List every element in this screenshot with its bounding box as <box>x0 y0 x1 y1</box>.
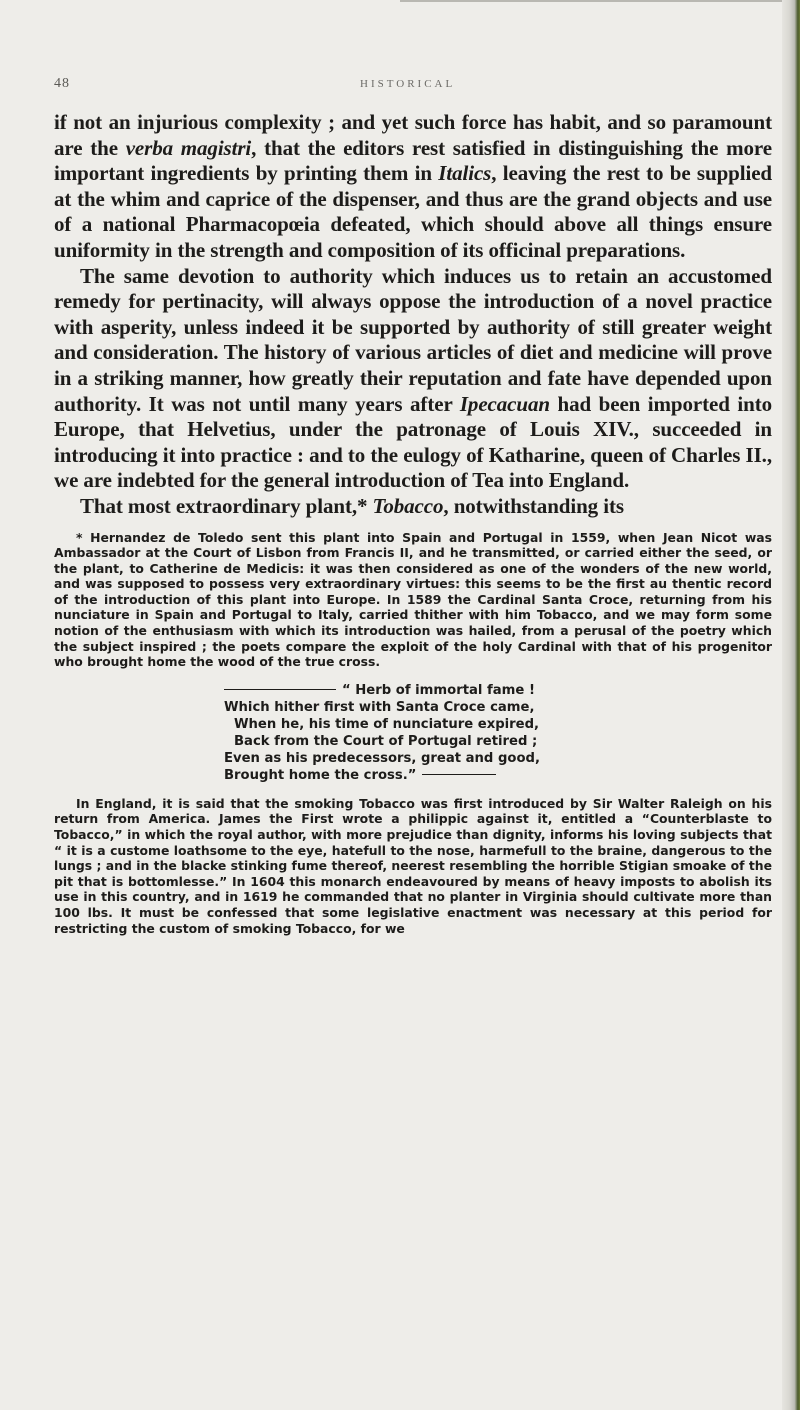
paragraph-2: The same devotion to authority which induces us to retain an accustomed remedy for pertinacity, will always oppose the introduction of a novel practice with asperity, unless indeed it be supported by authority of still greater weight and consideration. The history of various articles of diet and medicine will prove in a striking manner, how greatly their reputation and fate have depended upon authority. It was not until many years after Ipecacuan had been imported into Europe, that Helvetius, under the patronage of Louis XIV., succeeded in introducing it into practice : and to the eulogy of Katharine, queen of Charles II., we are indebted for the general introduction of Tea into England. <box>54 263 773 493</box>
poem-line-1: “ Herb of immortal fame ! <box>224 682 772 699</box>
footnote-2: In England, it is said that the smoking Tobacco was first introduced by Sir Walter Raleigh on his return from America. James the First wrote a philippic against it, entitled a “Counterblaste to Tobacco,” in which the royal author, with more prejudice than dignity, informs his loving subjects that “ it is a custome loathsome to the eye, hatefull to the nose, harmefull to the braine, dangerous to the lungs ; and in the blacke stinking fume thereof, neerest resembling the horrible Stigian smoake of the pit that is bottomlesse.” In 1604 this monarch endeavoured by means of heavy imposts to abolish its use in this country, and in 1619 he commanded that no planter in Virginia should cultivate more than 100 lbs. It must be confessed that some legislative enactment was necessary at this period for restricting the custom of smoking Tobacco, for we <box>54 795 772 936</box>
poem-line-3: When he, his time of nunciature expired, <box>234 716 540 732</box>
body-text <box>54 110 772 520</box>
rule-dash-end <box>422 774 496 775</box>
rule-dash <box>224 689 336 690</box>
page-right-edge <box>782 0 800 1410</box>
italic-tobacco: Tobacco <box>372 493 444 518</box>
poem-line-5: Even as his predecessors, great and good, <box>224 750 540 766</box>
page-top-edge <box>400 0 785 10</box>
paragraph-3: That most extraordinary plant,* Tobacco, notwithstanding its <box>80 493 624 518</box>
page-header <box>54 76 774 96</box>
poem-line-6: Brought home the cross.” <box>224 767 772 784</box>
footnote-1: * Hernandez de Toledo sent this plant into Spain and Portugal in 1559, when Jean Nicot was Ambassador at the Court of Lisbon from Francis II, and he transmitted, or carried either the seed, or the plant, to Catherine de Medicis: it was then considered as one of the wonders of the new world, and was supposed to possess very extraordinary virtues: this seems to be the first au thentic record of the introduction of this plant into Europe. In 1589 the Cardinal Santa Croce, returning from his nunciature in Spain and Portugal to Italy, carried thither with him Tobacco, and we may form some notion of the enthusiasm with which its introduction was hailed, from a perusal of the poetry which the subject inspired ; the poets compare the exploit of the holy Cardinal with that of his progenitor who brought home the wood of the true cross. <box>54 529 772 670</box>
paragraph-1: if not an injurious complexity ; and yet such force has habit, and so paramount are the verba magistri, that the editors rest satisfied in distinguishing the more important ingredients by printing them in Italics, leaving the rest to be supplied at the whim and caprice of the dispenser, and thus are the grand objects and use of a national Pharmacopœia defeated, which should above all things ensure uniformity in the strength and composition of its officinal preparations. <box>54 110 772 262</box>
italic-ipecacuan: Ipecacuan <box>459 391 550 416</box>
footnotes <box>54 530 772 937</box>
italic-verba-magistri: verba magistri <box>125 135 252 160</box>
page-text <box>54 110 772 936</box>
running-head: HISTORICAL <box>360 78 456 90</box>
page-number: 48 <box>54 76 70 91</box>
poem-quote <box>224 682 772 784</box>
italic-italics: Italics <box>438 161 492 186</box>
poem-line-4: Back from the Court of Portugal retired ; <box>234 733 538 749</box>
poem-line-2: Which hither first with Santa Croce came, <box>224 699 535 715</box>
